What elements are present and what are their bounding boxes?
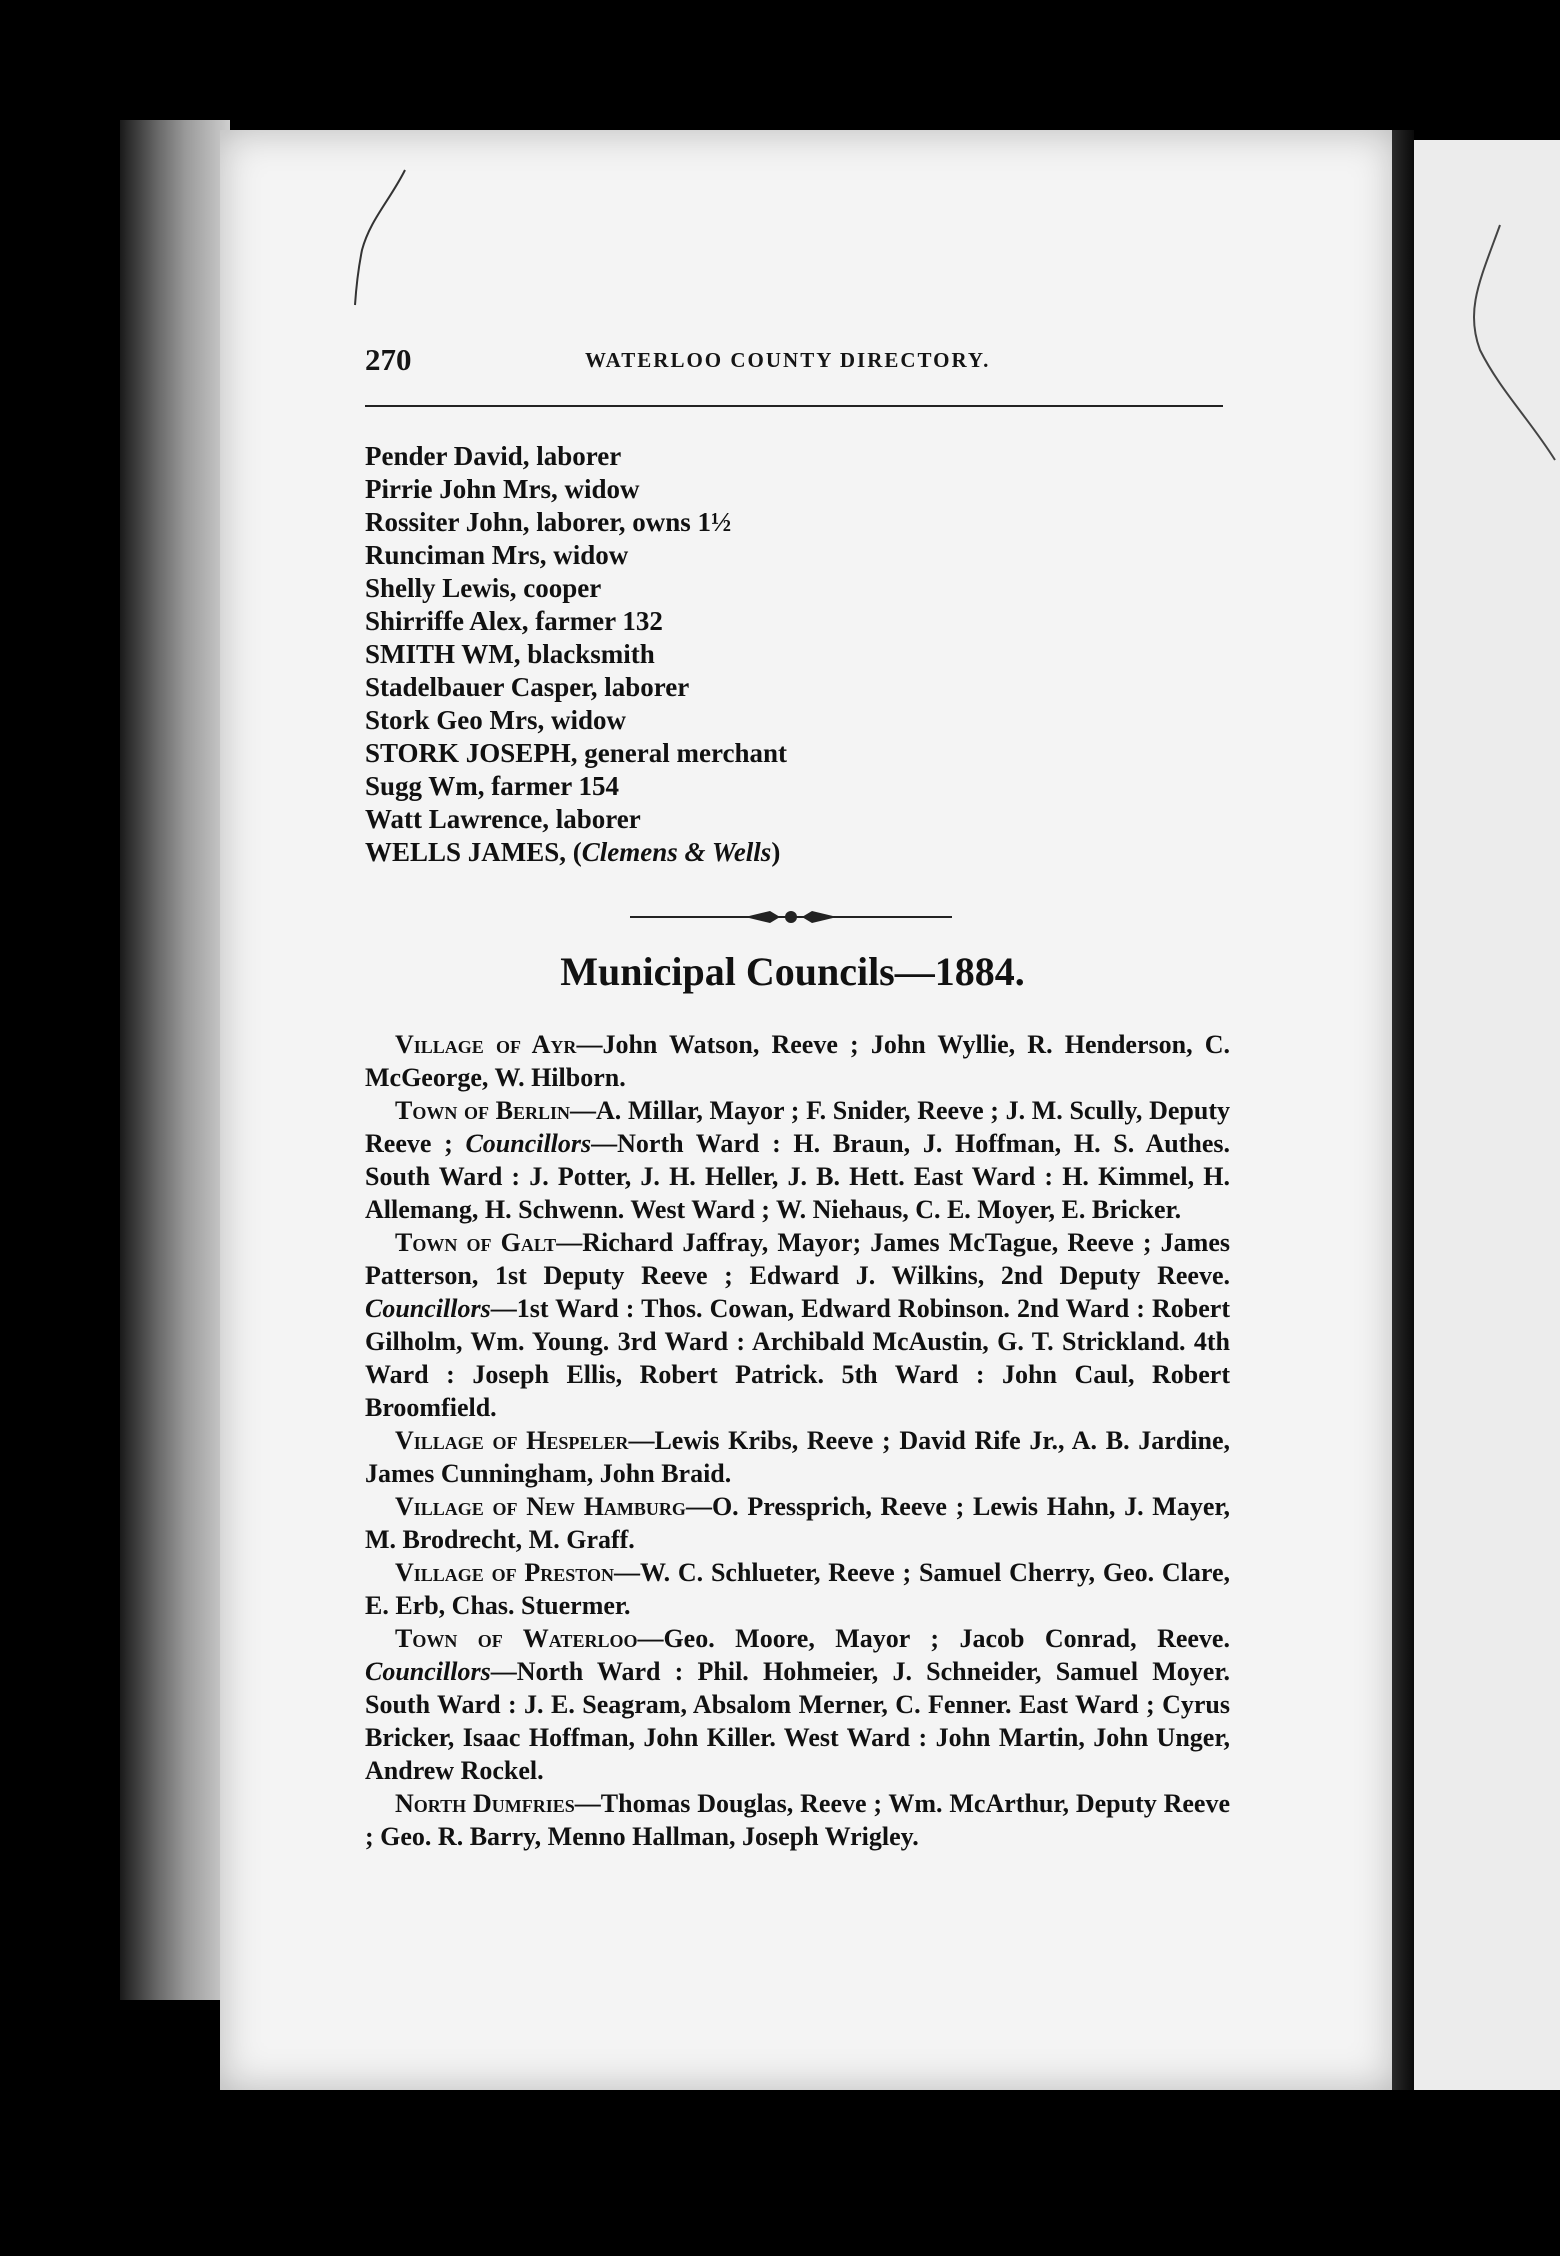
header-rule bbox=[365, 405, 1223, 407]
council-members: —North Ward : Phil. Hohmeier, J. Schneider, Samuel Moyer. South Ward : J. E. Seagram, Absalom Merner, C. Fenner. East Ward ; Cyrus Bricker, Isaac Hoffman, John Killer. West Ward : John Martin, John Unger, Andrew Rockel. bbox=[365, 1657, 1230, 1785]
council-entry bbox=[365, 1226, 1230, 1424]
list-item: SMITH WM, blacksmith bbox=[365, 639, 655, 669]
council-place: Town of Berlin bbox=[395, 1096, 571, 1125]
list-item: Shirriffe Alex, farmer 132 bbox=[365, 606, 663, 636]
section-heading: Municipal Councils—1884. bbox=[560, 949, 1025, 994]
council-officers: —A. Millar, Mayor ; F. Snider, Reeve ; J. M. Scully, Deputy Reeve ; bbox=[365, 1096, 1230, 1158]
council-officers: —Geo. Moore, Mayor ; Jacob Conrad, Reeve. bbox=[637, 1624, 1230, 1653]
section-ornament bbox=[630, 905, 952, 929]
council-members: —Lewis Kribs, Reeve ; David Rife Jr., A. B. Jardine, James Cunningham, John Braid. bbox=[365, 1426, 1231, 1488]
council-members: —John Watson, Reeve ; John Wyllie, R. Henderson, C. McGeorge, W. Hilborn. bbox=[365, 1030, 1230, 1092]
councillors-label: Councillors bbox=[365, 1294, 491, 1323]
list-item: Runciman Mrs, widow bbox=[365, 540, 629, 570]
council-entry bbox=[365, 1028, 1230, 1094]
list-item: Rossiter John, laborer, owns 1½ bbox=[365, 507, 732, 537]
list-item: Pirrie John Mrs, widow bbox=[365, 474, 640, 504]
councils-list bbox=[365, 1028, 1230, 1853]
running-head bbox=[365, 342, 1225, 382]
councillors-label: Councillors bbox=[465, 1129, 592, 1158]
council-place: Village of Preston bbox=[395, 1558, 614, 1587]
council-officers: —Richard Jaffray, Mayor; James McTague, Reeve ; James Patterson, 1st Deputy Reeve ; Edward J. Wilkins, 2nd Deputy Reeve. bbox=[365, 1228, 1230, 1290]
council-place: Village of Hespeler bbox=[395, 1426, 629, 1455]
book-spine bbox=[120, 120, 230, 2000]
page-gutter bbox=[1392, 130, 1414, 2090]
list-item bbox=[365, 836, 1215, 869]
list-item: STORK JOSEPH, general merchant bbox=[365, 738, 788, 768]
council-members: —Thomas Douglas, Reeve ; Wm. McArthur, Deputy Reeve ; Geo. R. Barry, Menno Hallman, Joseph Wrigley. bbox=[365, 1789, 1230, 1851]
council-entry bbox=[365, 1490, 1230, 1556]
council-place: Town of Galt bbox=[395, 1228, 557, 1257]
list-item: Shelly Lewis, cooper bbox=[365, 573, 602, 603]
resident-name: WELLS JAMES, ( bbox=[365, 837, 582, 867]
council-entry bbox=[365, 1556, 1230, 1622]
council-members: —North Ward : H. Braun, J. Hoffman, H. S. Authes. South Ward : J. Potter, J. H. Heller, J. B. Hett. East Ward : H. Kimmel, H. Allemang, H. Schwenn. West Ward ; W. Niehaus, C. E. Moyer, E. Bricker. bbox=[365, 1129, 1230, 1224]
council-entry bbox=[365, 1094, 1230, 1226]
council-members: —1st Ward : Thos. Cowan, Edward Robinson. 2nd Ward : Robert Gilholm, Wm. Young. 3rd Ward : Archibald McAustin, G. T. Strickland. 4th Ward : Joseph Ellis, Robert Patrick. 5th Ward : John Caul, Robert Broomfield. bbox=[365, 1294, 1230, 1422]
page-number: 270 bbox=[365, 342, 412, 377]
closing-paren: ) bbox=[771, 837, 781, 867]
firm-name: Clemens & Wells bbox=[581, 837, 772, 867]
council-place: Village of Ayr bbox=[395, 1030, 577, 1059]
council-entry bbox=[365, 1424, 1230, 1490]
council-entry bbox=[365, 1787, 1230, 1853]
council-place: Town of Waterloo bbox=[395, 1624, 638, 1653]
resident-list bbox=[365, 440, 1215, 869]
councillors-label: Councillors bbox=[365, 1657, 491, 1686]
list-item: Sugg Wm, farmer 154 bbox=[365, 771, 619, 801]
council-members: —W. C. Schlueter, Reeve ; Samuel Cherry, Geo. Clare, E. Erb, Chas. Stuermer. bbox=[365, 1558, 1231, 1620]
council-members: —O. Pressprich, Reeve ; Lewis Hahn, J. Mayer, M. Brodrecht, M. Graff. bbox=[365, 1492, 1231, 1554]
council-place: Village of New Hamburg bbox=[395, 1492, 686, 1521]
list-item: Pender David, laborer bbox=[365, 441, 622, 471]
pencil-mark bbox=[350, 160, 410, 310]
council-entry bbox=[365, 1622, 1230, 1787]
running-title: WATERLOO COUNTY DIRECTORY. bbox=[585, 348, 991, 372]
pencil-mark-right bbox=[1460, 220, 1560, 520]
list-item: Stadelbauer Casper, laborer bbox=[365, 672, 690, 702]
list-item: Stork Geo Mrs, widow bbox=[365, 705, 626, 735]
council-place: North Dumfries bbox=[395, 1789, 575, 1818]
list-item: Watt Lawrence, laborer bbox=[365, 804, 641, 834]
scan-background bbox=[0, 2090, 1560, 2256]
